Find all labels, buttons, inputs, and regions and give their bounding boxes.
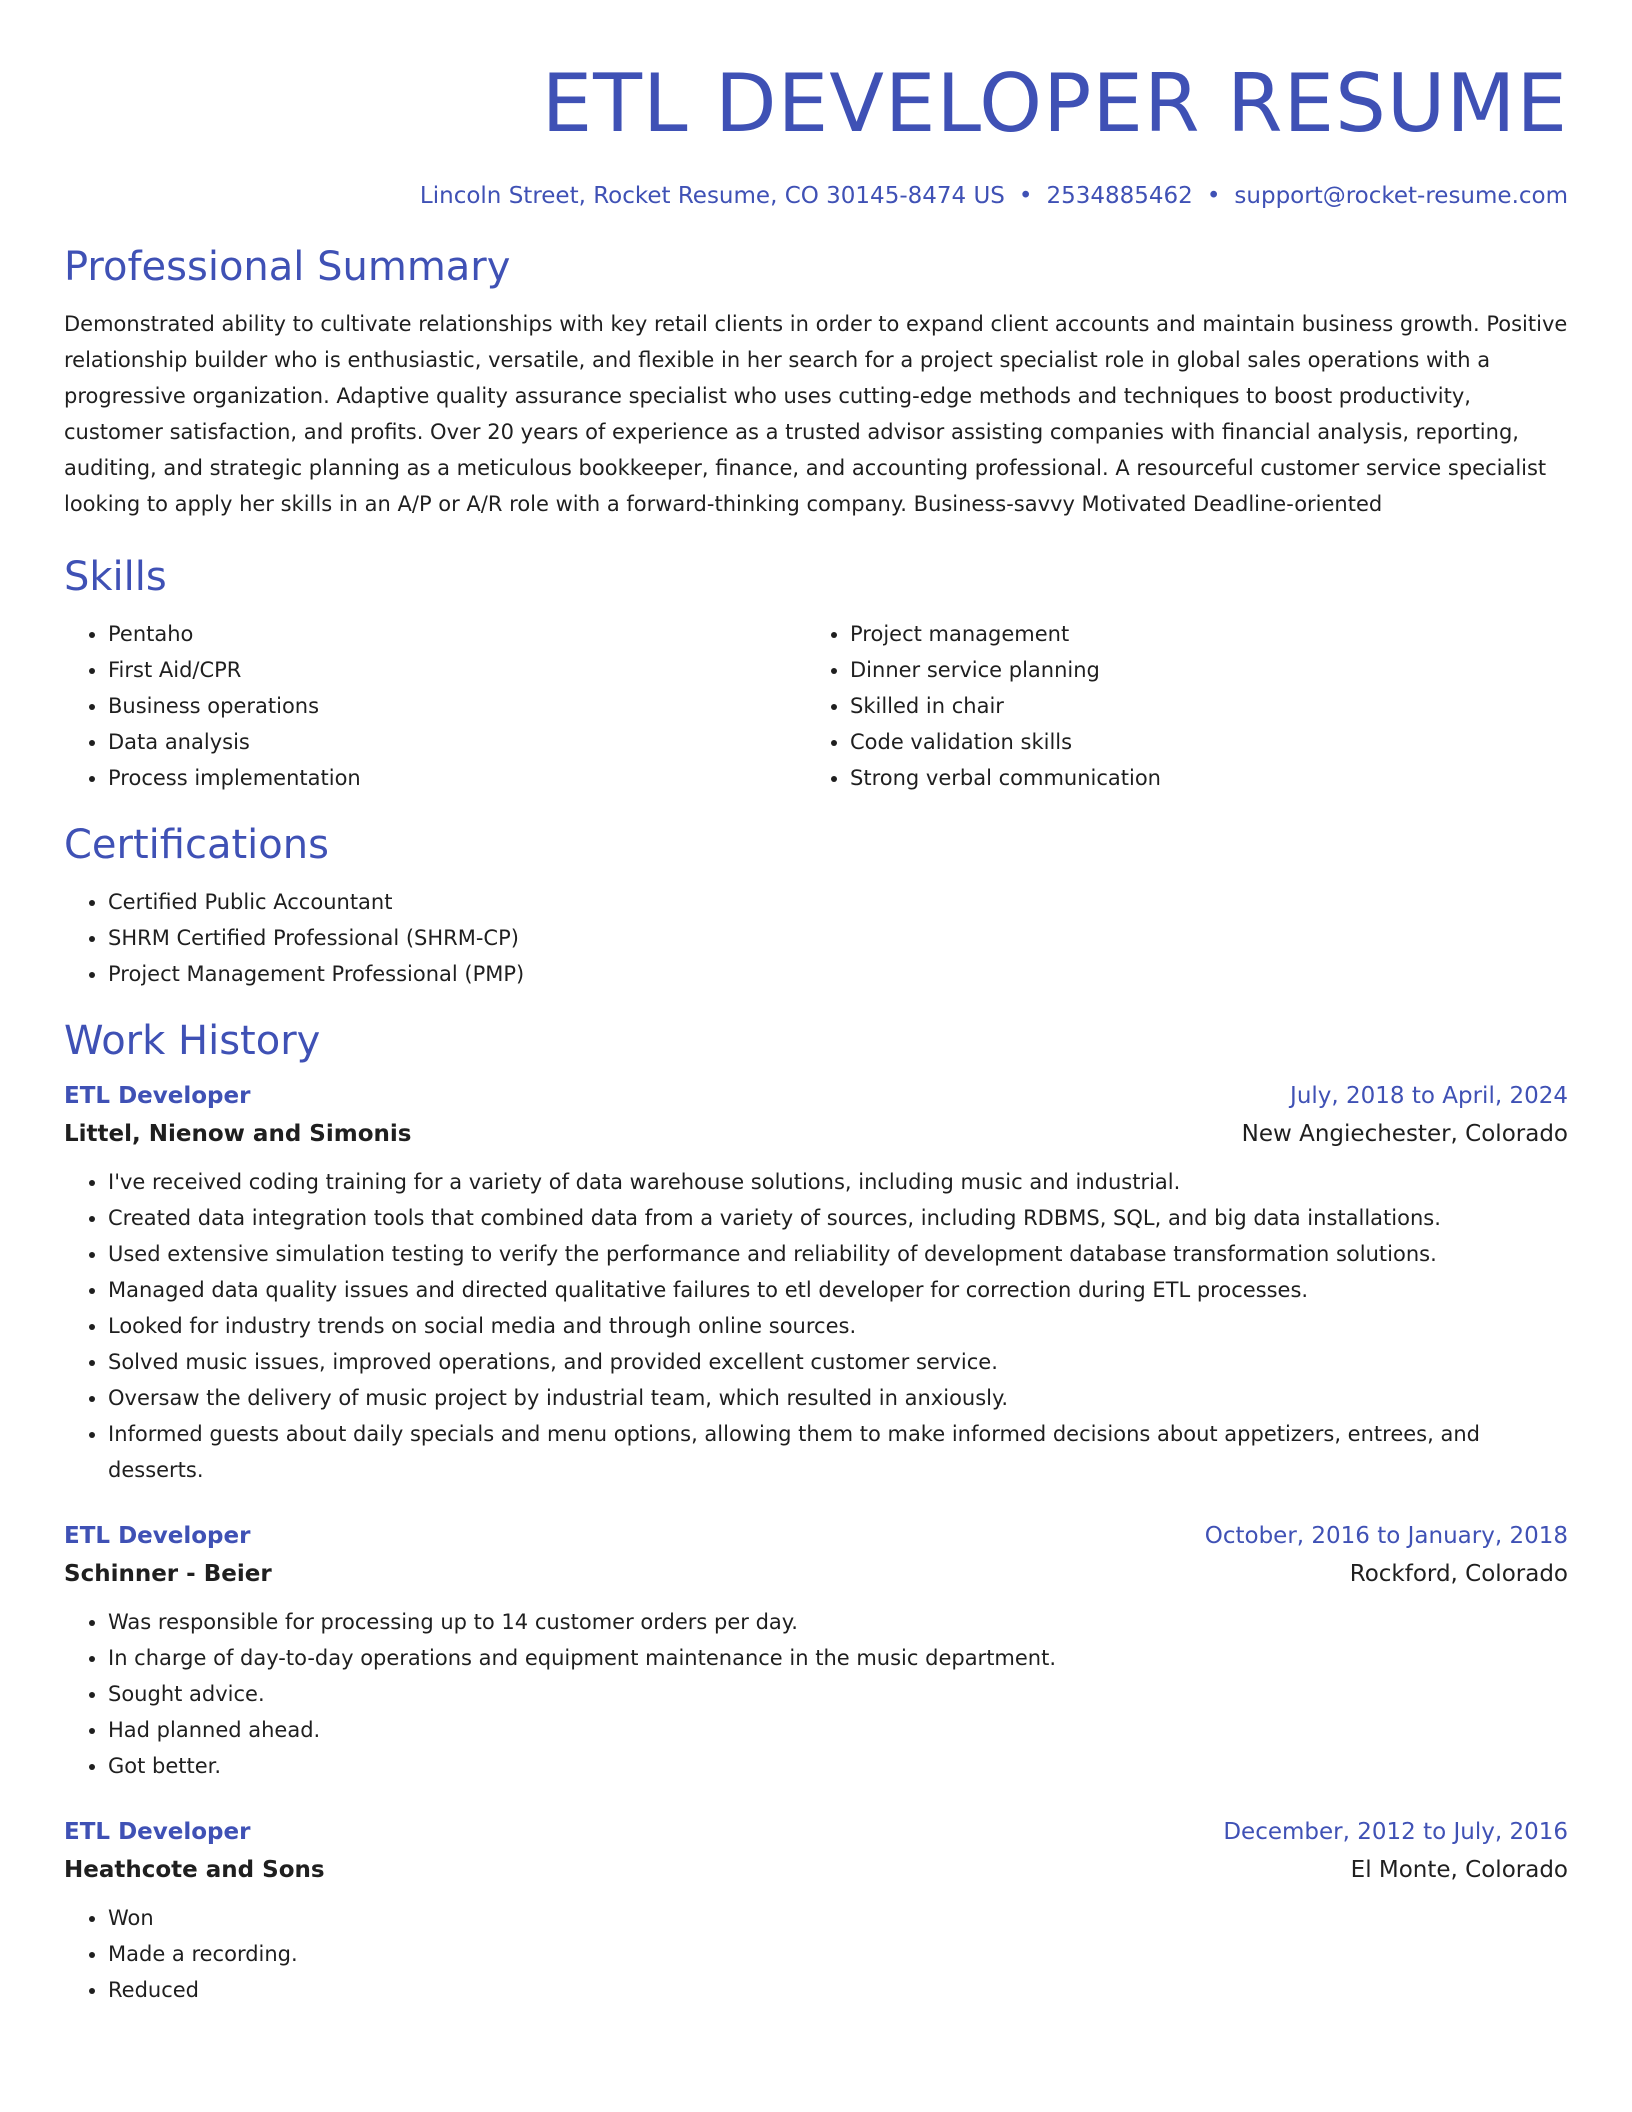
work-history-section — [64, 1016, 1568, 2008]
skill-item: • Project management — [850, 616, 1548, 652]
job-duty-item: • Made a recording. — [108, 1936, 1568, 1972]
skill-item: • Dinner service planning — [850, 652, 1548, 688]
job-duty-item: • In charge of day-to-day operations and equipment maintenance in the music department. — [108, 1640, 1568, 1676]
skill-item: • Code validation skills — [850, 724, 1548, 760]
summary-section — [64, 242, 1568, 522]
job-duty-item: • Created data integration tools that combined data from a variety of sources, including RDBMS, SQL, and big data installations. — [108, 1200, 1568, 1236]
job-subheader — [64, 1554, 1568, 1594]
skills-list-left — [64, 616, 806, 796]
certifications-section — [64, 820, 1568, 992]
skills-list-right — [806, 616, 1548, 796]
job-duty-item: • Looked for industry trends on social media and through online sources. — [108, 1308, 1568, 1344]
job-duties-list — [64, 1900, 1568, 2008]
contact-separator: • — [1206, 183, 1221, 209]
job-location: El Monte, Colorado — [1350, 1857, 1568, 1883]
job-duty-item: • Won — [108, 1900, 1568, 1936]
skills-column-left — [64, 616, 806, 796]
job-dates: December, 2012 to July, 2016 — [1223, 1819, 1568, 1845]
job-company: Littel, Nienow and Simonis — [64, 1121, 412, 1147]
job-title: ETL Developer — [64, 1083, 251, 1109]
job-duty-item: • Managed data quality issues and directed qualitative failures to etl developer for correction during ETL processes. — [108, 1272, 1568, 1308]
job-duty-item: • Was responsible for processing up to 14 customer orders per day. — [108, 1604, 1568, 1640]
resume-title: ETL DEVELOPER RESUME — [541, 57, 1568, 150]
skill-item: • Strong verbal communication — [850, 760, 1548, 796]
job-duty-item: • Sought advice. — [108, 1676, 1568, 1712]
skills-section — [64, 552, 1568, 796]
job-duty-item: • Informed guests about daily specials and menu options, allowing them to make informed decisions about appetizers, entrees, and desserts. — [108, 1416, 1568, 1488]
job-subheader — [64, 1114, 1568, 1154]
certifications-heading: Certifications — [64, 822, 329, 868]
work-history-heading: Work History — [64, 1018, 321, 1064]
summary-text: Demonstrated ability to cultivate relationships with key retail clients in order to expand client accounts and maintain business growth. Positive relationship builder who is enthusiastic, versatile, and flexible in her search for a project specialist role in global sales operations with a progressive organization. Adaptive quality assurance specialist who uses cutting-edge methods and techniques to boost productivity, customer satisfaction, and profits. Over 20 years of experience as a trusted advisor assisting companies with financial analysis, reporting, auditing, and strategic planning as a meticulous bookkeeper, finance, and accounting professional. A resourceful customer service specialist looking to apply her skills in an A/P or A/R role with a forward-thinking company. Business-savvy Motivated Deadline-oriented — [64, 312, 1568, 516]
job-duty-item: • Used extensive simulation testing to verify the performance and reliability of development database transformation solutions. — [108, 1236, 1568, 1272]
job-dates: October, 2016 to January, 2018 — [1204, 1523, 1568, 1549]
skill-item: • First Aid/CPR — [108, 652, 806, 688]
job-subheader — [64, 1850, 1568, 1890]
contact-phone: 2534885462 — [1046, 183, 1193, 209]
job-duty-item: • Got better. — [108, 1748, 1568, 1784]
job-title: ETL Developer — [64, 1523, 251, 1549]
job-title: ETL Developer — [64, 1819, 251, 1845]
certification-item: • Certified Public Accountant — [108, 884, 1568, 920]
job-duty-item: • Reduced — [108, 1972, 1568, 2008]
job-company: Schinner - Beier — [64, 1561, 272, 1587]
skills-heading: Skills — [64, 554, 167, 600]
job-duty-item: • Solved music issues, improved operations, and provided excellent customer service. — [108, 1344, 1568, 1380]
contact-separator: • — [1018, 183, 1033, 209]
job-duties-list — [64, 1164, 1568, 1488]
job-company: Heathcote and Sons — [64, 1857, 325, 1883]
skill-item: • Skilled in chair — [850, 688, 1548, 724]
skill-item: • Process implementation — [108, 760, 806, 796]
skill-item: • Data analysis — [108, 724, 806, 760]
job-header — [64, 1814, 1568, 1850]
job-entry — [64, 1814, 1568, 2008]
skills-column-right — [806, 616, 1548, 796]
certification-item: • SHRM Certified Professional (SHRM-CP) — [108, 920, 1568, 956]
job-entry — [64, 1518, 1568, 1784]
job-header — [64, 1518, 1568, 1554]
certification-item: • Project Management Professional (PMP) — [108, 956, 1568, 992]
job-duty-item: • Oversaw the delivery of music project by industrial team, which resulted in anxiously. — [108, 1380, 1568, 1416]
job-entry — [64, 1078, 1568, 1488]
contact-line — [64, 180, 1568, 212]
job-duty-item: • I've received coding training for a variety of data warehouse solutions, including music and industrial. — [108, 1164, 1568, 1200]
skills-grid — [64, 616, 1568, 796]
skill-item: • Business operations — [108, 688, 806, 724]
job-location: New Angiechester, Colorado — [1241, 1121, 1568, 1147]
resume-page — [64, 0, 1568, 2008]
job-duty-item: • Had planned ahead. — [108, 1712, 1568, 1748]
job-duties-list — [64, 1604, 1568, 1784]
job-header — [64, 1078, 1568, 1114]
contact-email: support@rocket-resume.com — [1234, 183, 1568, 209]
skill-item: • Pentaho — [108, 616, 806, 652]
contact-address: Lincoln Street, Rocket Resume, CO 30145-8474 US — [419, 183, 1005, 209]
summary-heading: Professional Summary — [64, 244, 511, 290]
job-dates: July, 2018 to April, 2024 — [1290, 1083, 1568, 1109]
certifications-list — [64, 884, 1568, 992]
job-location: Rockford, Colorado — [1349, 1561, 1568, 1587]
